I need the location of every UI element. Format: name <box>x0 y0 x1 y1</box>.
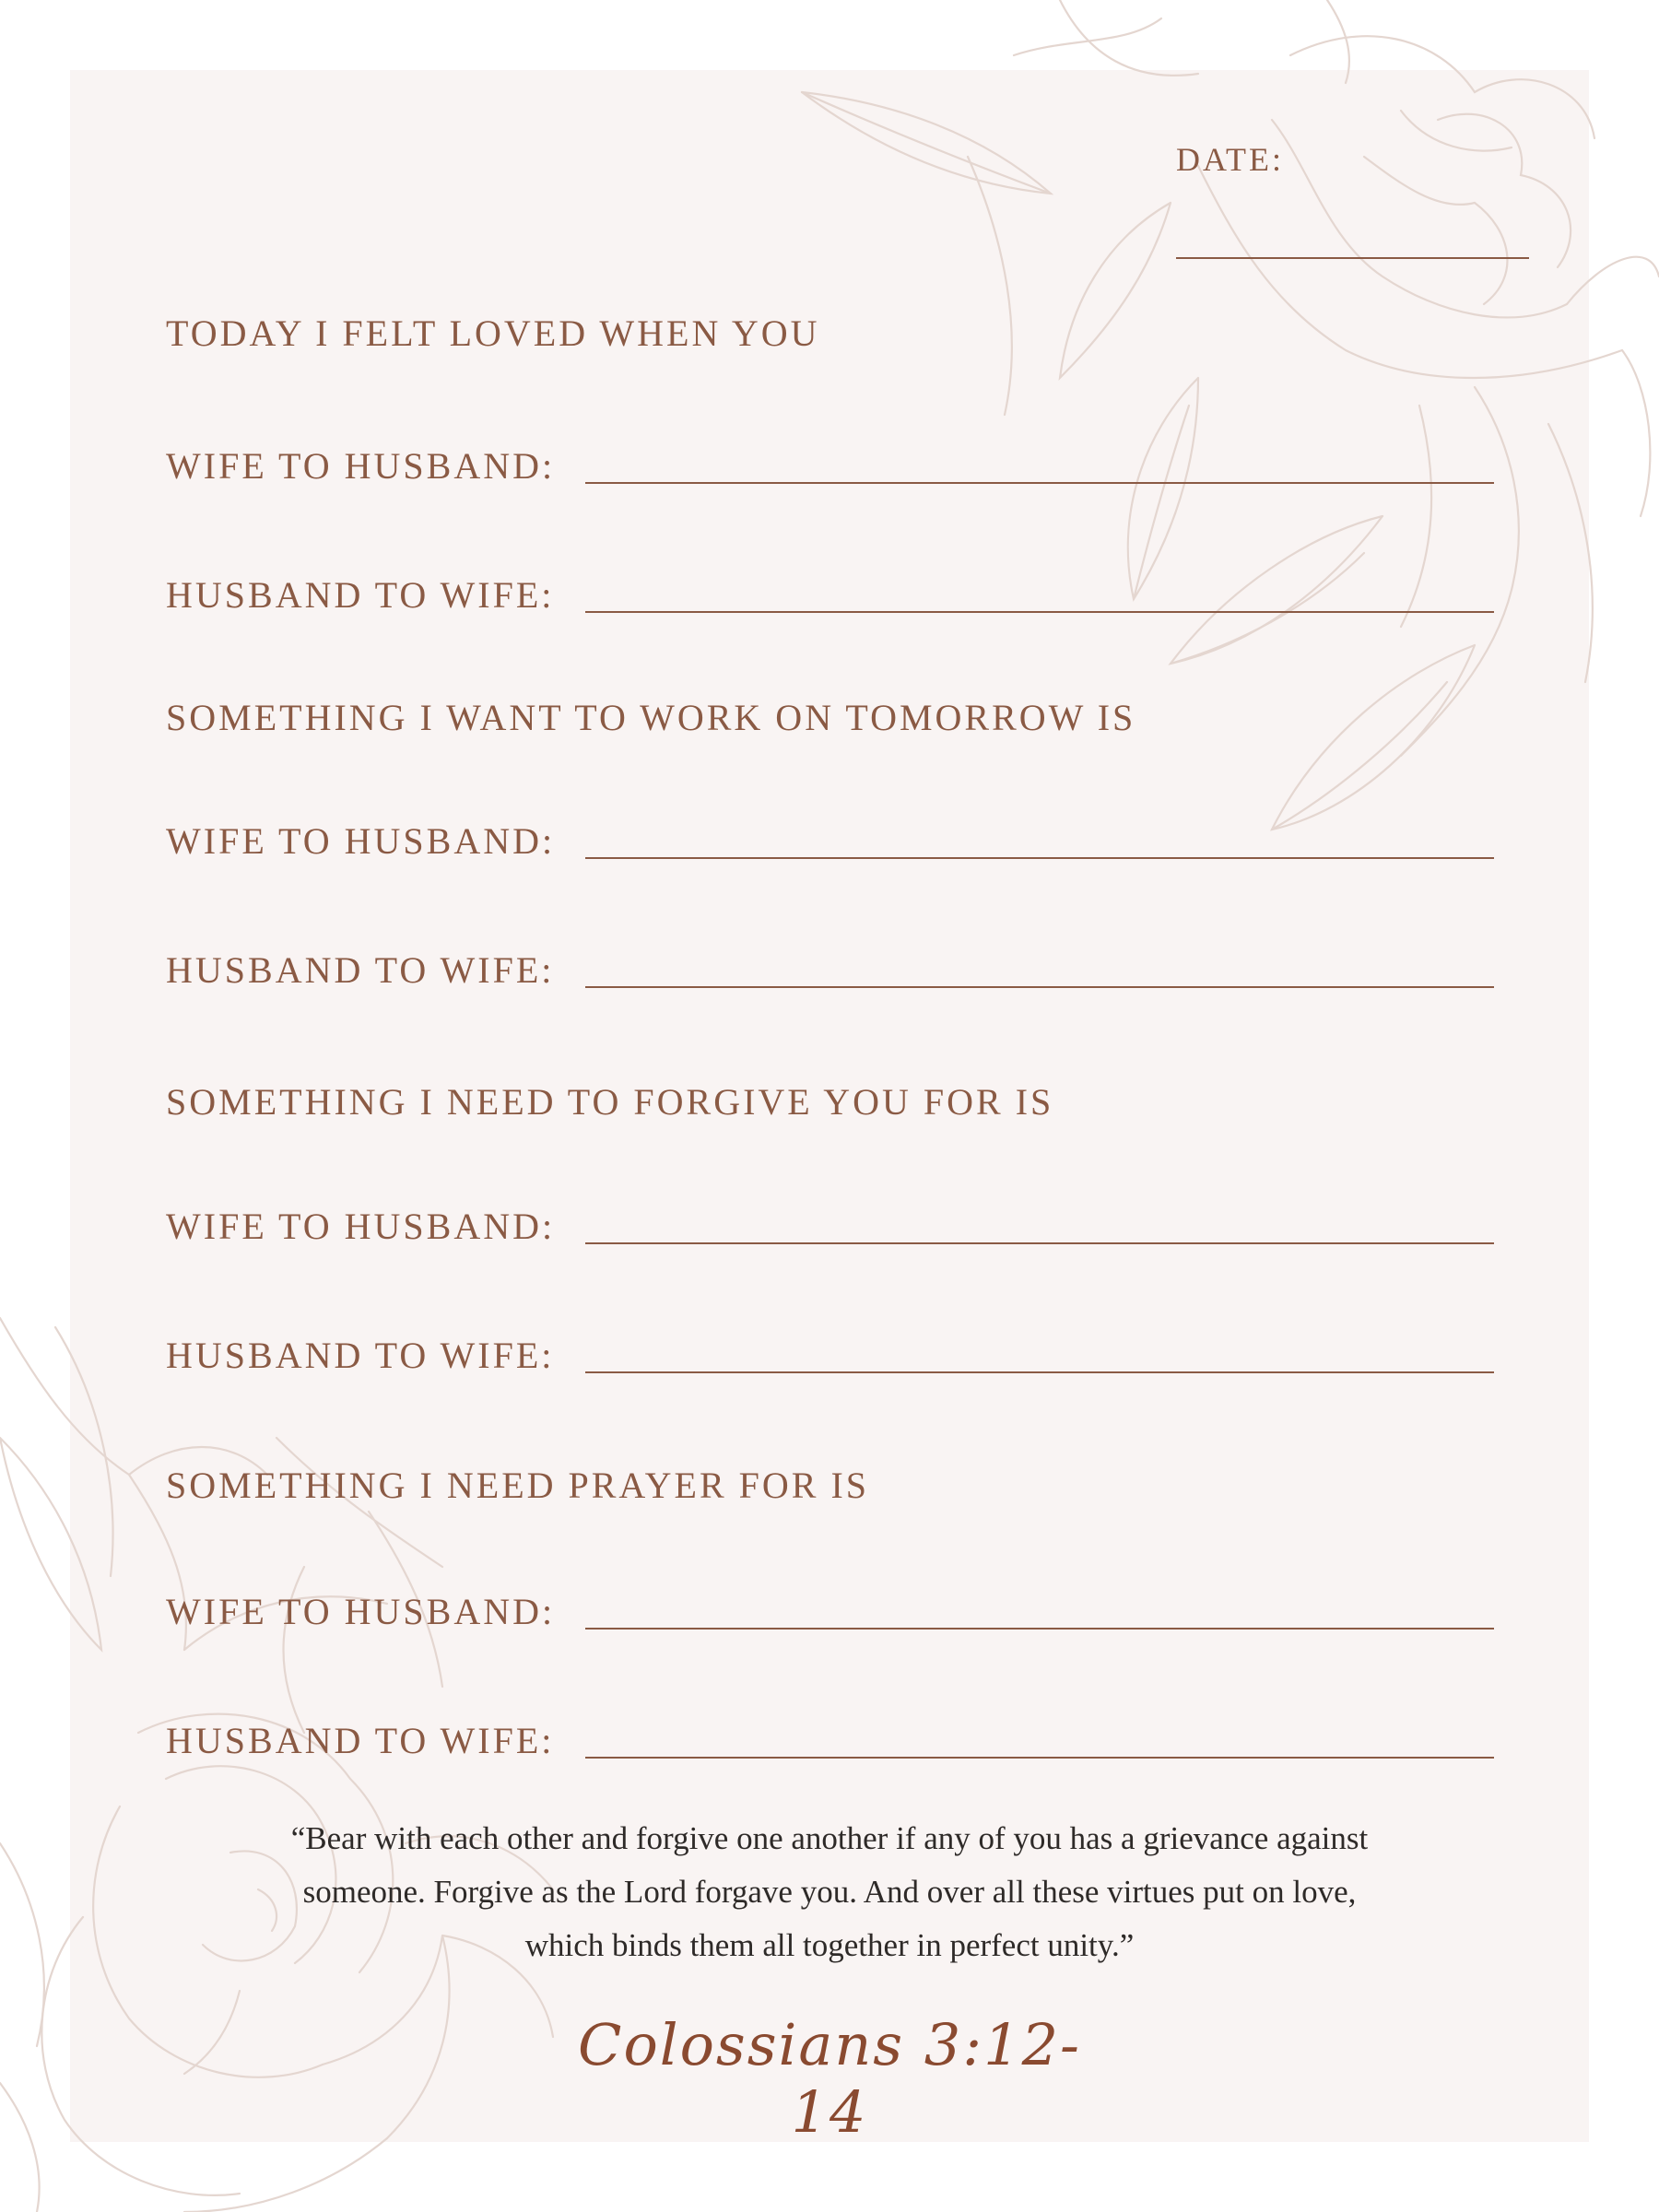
date-entry-line[interactable] <box>1176 257 1529 259</box>
husband-to-wife-label: HUSBAND TO WIFE: <box>166 949 555 991</box>
husband-to-wife-entry-line[interactable] <box>585 1371 1494 1373</box>
wife-to-husband-label: WIFE TO HUSBAND: <box>166 445 556 487</box>
wife-to-husband-entry-line[interactable] <box>585 482 1494 484</box>
section-heading-felt-loved: TODAY I FELT LOVED WHEN YOU <box>166 312 820 354</box>
wife-to-husband-entry-line[interactable] <box>585 1628 1494 1630</box>
section-heading-forgive: SOMETHING I NEED TO FORGIVE YOU FOR IS <box>166 1081 1054 1123</box>
husband-to-wife-entry-line[interactable] <box>585 986 1494 988</box>
wife-to-husband-entry-line[interactable] <box>585 1242 1494 1244</box>
date-label: DATE: <box>1176 141 1284 178</box>
wife-to-husband-label: WIFE TO HUSBAND: <box>166 1206 556 1247</box>
scripture-reference: Colossians 3:12-14 <box>578 2011 1081 2146</box>
husband-to-wife-entry-line[interactable] <box>585 611 1494 613</box>
wife-to-husband-label: WIFE TO HUSBAND: <box>166 820 556 862</box>
quote-line: someone. Forgive as the Lord forgave you. And over all these virtues put on love, <box>302 1874 1357 1910</box>
scripture-quote <box>129 1812 1530 1972</box>
wife-to-husband-entry-line[interactable] <box>585 857 1494 859</box>
wife-to-husband-label: WIFE TO HUSBAND: <box>166 1591 556 1632</box>
quote-line: which binds them all together in perfect unity.” <box>524 1927 1135 1963</box>
section-heading-prayer: SOMETHING I NEED PRAYER FOR IS <box>166 1465 870 1506</box>
husband-to-wife-entry-line[interactable] <box>585 1757 1494 1759</box>
husband-to-wife-label: HUSBAND TO WIFE: <box>166 574 555 616</box>
quote-line: “Bear with each other and forgive one another if any of you has a grievance against <box>290 1820 1369 1856</box>
section-heading-work-on-tomorrow: SOMETHING I WANT TO WORK ON TOMORROW IS <box>166 697 1136 738</box>
husband-to-wife-label: HUSBAND TO WIFE: <box>166 1335 555 1376</box>
husband-to-wife-label: HUSBAND TO WIFE: <box>166 1720 555 1761</box>
